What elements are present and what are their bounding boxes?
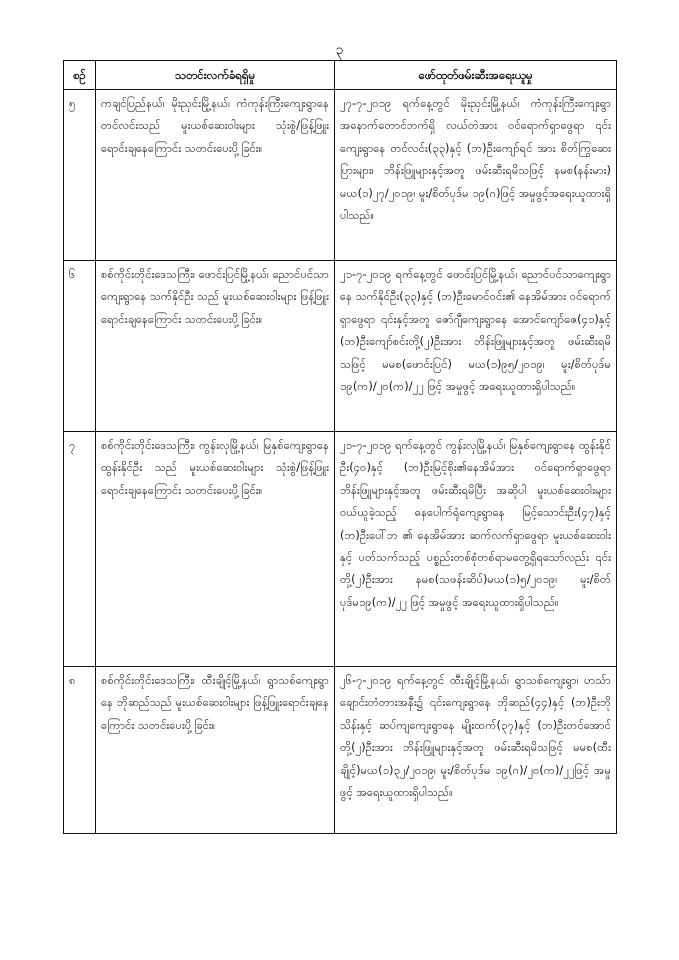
header-news-received: သတင်းလက်ခံရရှိမှု xyxy=(96,61,335,90)
header-serial-no: စဉ် xyxy=(64,61,96,90)
table-row xyxy=(64,261,617,432)
header-action-taken: ဖော်ထုတ်ဖမ်းဆီးအရေးယူမှု xyxy=(335,61,617,90)
row-news-received: စစ်ကိုင်းတိုင်းဒေသကြီး၊ ကွန်းလှမြို့နယ်၊ မြနှစ်ကျေးရွာနေ ထွန်းနိုင်ဦး သည် မူးယစ်ဆေးဝါးများ သုံးစွဲ/ဖြန့်ဖြူးရောင်းချနေကြောင်း သတင်းပေးပို့ခြင်း။ xyxy=(96,432,335,667)
table-header-row xyxy=(64,61,617,90)
row-action-taken: ၂၆-၇-၂၀၁၉ ရက်နေ့တွင် ထီးချိုင့်မြို့နယ်၊ ရွာသစ်ကျေးရွာ၊ ဟသ်ာချောင်းတံတားအနီး၌ ၎င်းကျေးရွာနေ ဘိုဆည်(၄၄)နှင့် (ဘ)ဦးဘိုသိန်းနှင့် ဆပ်ကျကျေးရွာနေ မျိုးထက်(၃၇)နှင့် (ဘ)ဦးတင်အောင်တို့(၂)ဦးအား ဘိန်းဖြူများနှင့်အတူ ဖမ်းဆီးရမိသဖြင့် မမစ(ထီးချိုင့်)မယ(၁)၃၂/၂၀၁၉၊ မူး/စိတ်ပုဒ်မ ၁၉(ဂ)/၂၀(က)/၂၂ဖြင့် အမှုဖွင့် အရေးယူထားရှိပါသည်။ xyxy=(335,667,617,834)
table-row xyxy=(64,90,617,261)
row-action-taken: ၂၁-၇-၂၀၁၉ ရက်နေ့တွင် ဖောင်းပြင်မြို့နယ်၊ ညောင်ပင်သာကျေးရွာနေ သက်နိုင်ဦး(၃၃)နှင့် (ဘ)ဦးမောင်ဝင်း၏ နေအိမ်အား ဝင်ရောက်ရှာဖွေရာ ၎င်းနှင့်အတူ ဇော်ဂျီကျေးရွာနေ အောင်ကျော်ဇေ(၄၁)နှင့် (ဘ)ဦးကျော်စင်းတို့(၂)ဦးအား ဘိန်းဖြူများနှင့်အတူ ဖမ်းဆီးရမိသဖြင့် မမစ(ဖောင်းပြင်) မယ(၁)၉၅/၂၀၁၉၊ မူး/စိတ်ပုဒ်မ ၁၉(က)/၂၀(က)/၂၂ ဖြင့် အမှုဖွင့် အရေးယူထားရှိပါသည်။ xyxy=(335,261,617,432)
row-serial-no: ၅ xyxy=(64,90,96,261)
row-action-taken: ၂၇-၇-၂၀၁၉ ရက်နေ့တွင် မိုးညှင်းမြို့နယ်၊ ကံကုန်းကြီးကျေးရွာအနောက်တောင်ဘက်ရှိ လယ်တဲအား ဝင်ရောက်ရှာဖွေရာ ၎င်းကျေးရွာနေ တင်လင်း(၃၃)နှင့် (ဘ)ဦးကျော်ရင် အား စိတ်ကြွဆေးပြားများ၊ ဘိန်းဖြူများနှင့်အတူ ဖမ်းဆီးရမိသဖြင့် နမစ(နန်းမား) မယ(၁)၂၇/၂၀၁၉၊ မူး/စိတ်ပုဒ်မ ၁၉(ဂ)ဖြင့် အမှုဖွင့်အရေးယူထားရှိပါသည်။ xyxy=(335,90,617,261)
page-number: ၃ xyxy=(335,42,344,58)
row-serial-no: ၇ xyxy=(64,432,96,667)
row-news-received: စစ်ကိုင်းတိုင်းဒေသကြီး၊ ထီးချိုင့်မြို့နယ်၊ ရွာသစ်ကျေးရွာနေ ဘိုဆည်သည် မူးယစ်ဆေးဝါးများ ဖြန့်ဖြူးရောင်းချနေကြောင်း သတင်းပေးပို့ခြင်း။ xyxy=(96,667,335,834)
table-row xyxy=(64,667,617,834)
row-serial-no: ၈ xyxy=(64,667,96,834)
row-news-received: စစ်ကိုင်းတိုင်းဒေသကြီး၊ ဖောင်းပြင်မြို့နယ်၊ ညောင်ပင်သာကျေးရွာနေ သက်နိုင်ဦး သည် မူးယစ်ဆေးဝါးများ ဖြန့်ဖြူးရောင်းချနေကြောင်း သတင်းပေးပို့ခြင်း။ xyxy=(96,261,335,432)
row-action-taken: ၂၁-၇-၂၀၁၉ ရက်နေ့တွင် ကွန်းလှမြို့နယ်၊ မြနှစ်ကျေးရွာနေ ထွန်းနိုင်ဦး(၄၀)နှင့် (ဘ)ဦးမြင့်စိုး၏နေအိမ်အား ဝင်ရောက်ရှာဖွေရာ ဘိန်းဖြူများနှင့်အတူ ဖမ်းဆီးရမိပြီး အဆိုပါ မူးယစ်ဆေးဝါးများ ဝယ်ယူခဲ့သည့် ဓနပေါက်ရုံကျေးရွာနေ မြင့်သောင်းဦး(၄၇)နှင့် (ဘ)ဦးပေါ်ဘ ၏ နေအိမ်အား ဆက်လက်ရှာဖွေရာ မူးယစ်ဆေးဝါးနှင့် ပတ်သက်သည့် ပစ္စည်းတစ်စုံတစ်ရာမတွေ့ရှိရသော်လည်း ၎င်းတို့(၂)ဦးအား နမစ(သဖန်းဆိပ်)မယ(၁)၅/၂၀၁၉၊ မူး/စိတ်ပုဒ်မ၁၉(က)/၂၂ ဖြင့် အမှုဖွင့် အရေးယူထားရှိပါသည်။ xyxy=(335,432,617,667)
report-table xyxy=(63,60,617,834)
row-news-received: ကချင်ပြည်နယ်၊ မိုးညှင်းမြို့နယ်၊ ကံကုန်းကြီးကျေးရွာနေ တင်လင်းသည် မူးယစ်ဆေးဝါးများ သုံးစွဲ/ဖြန့်ဖြူးရောင်းချနေကြောင်း သတင်းပေးပို့ခြင်း။ xyxy=(96,90,335,261)
table-row xyxy=(64,432,617,667)
row-serial-no: ၆ xyxy=(64,261,96,432)
